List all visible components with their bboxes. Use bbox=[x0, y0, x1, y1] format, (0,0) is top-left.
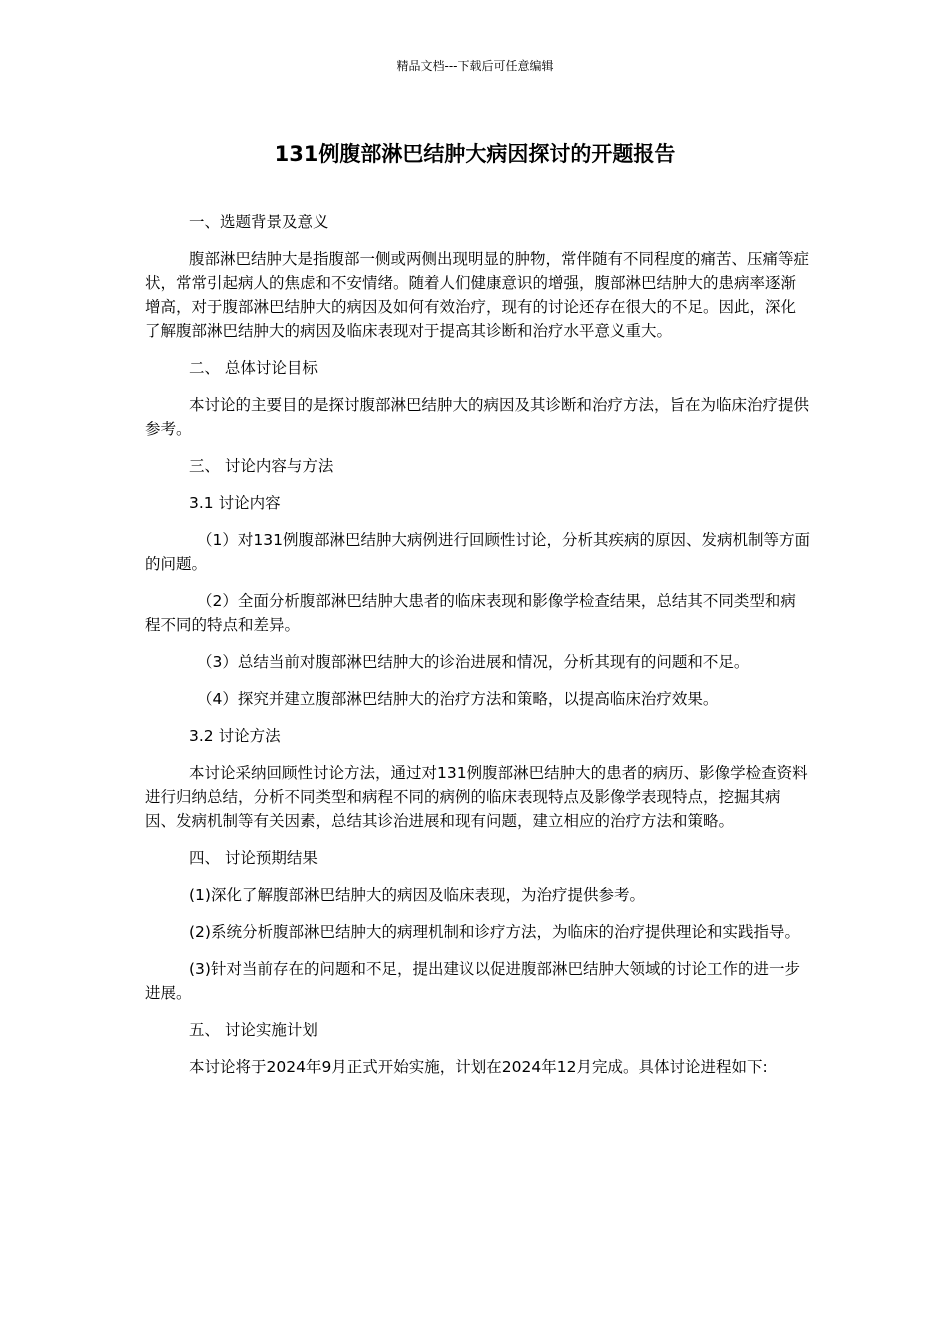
section-heading-expected-results: 四、 讨论预期结果 bbox=[189, 849, 318, 867]
page-header: 精品文档---下载后可任意编辑 bbox=[396, 59, 554, 73]
subsection-heading-content: 3.1 讨论内容 bbox=[189, 494, 281, 512]
content-item-3: （3）总结当前对腹部淋巴结肿大的诊治进展和情况，分析其现有的问题和不足。 bbox=[197, 653, 750, 671]
expected-result-3: (3)针对当前存在的问题和不足，提出建议以促进腹部淋巴结肿大领域的讨论工作的进一步进展。 bbox=[145, 960, 800, 1002]
expected-result-1: (1)深化了解腹部淋巴结肿大的病因及临床表现，为治疗提供参考。 bbox=[189, 886, 645, 904]
document-title: 131例腹部淋巴结肿大病因探讨的开题报告 bbox=[274, 142, 676, 166]
paragraph-method: 本讨论采纳回顾性讨论方法，通过对131例腹部淋巴结肿大的患者的病历、影像学检查资料进行归纳总结，分析不同类型和病程不同的病例的临床表现特点及影像学表现特点，挖掘其病因、发病机制等有关因素，总结其诊治进展和现有问题，建立相应的治疗方法和策略。 bbox=[145, 764, 808, 830]
paragraph-goal: 本讨论的主要目的是探讨腹部淋巴结肿大的病因及其诊断和治疗方法，旨在为临床治疗提供参考。 bbox=[145, 396, 810, 438]
paragraph-plan: 本讨论将于2024年9月正式开始实施，计划在2024年12月完成。具体讨论进程如下: bbox=[189, 1058, 768, 1076]
content-item-1: （1）对131例腹部淋巴结肿大病例进行回顾性讨论，分析其疾病的原因、发病机制等方面的问题。 bbox=[145, 531, 810, 573]
section-heading-background: 一、选题背景及意义 bbox=[189, 213, 329, 231]
section-heading-goal: 二、 总体讨论目标 bbox=[189, 359, 318, 377]
paragraph-background: 腹部淋巴结肿大是指腹部一侧或两侧出现明显的肿物，常伴随有不同程度的痛苦、压痛等症状，常常引起病人的焦虑和不安情绪。随着人们健康意识的增强，腹部淋巴结肿大的患病率逐渐增高，对于腹部淋巴结肿大的病因及如何有效治疗，现有的讨论还存在很大的不足。因此，深化了解腹部淋巴结肿大的病因及临床表现对于提高其诊断和治疗水平意义重大。 bbox=[145, 250, 810, 340]
content-item-4: （4）探究并建立腹部淋巴结肿大的治疗方法和策略，以提高临床治疗效果。 bbox=[197, 690, 719, 708]
content-item-2: （2）全面分析腹部淋巴结肿大患者的临床表现和影像学检查结果，总结其不同类型和病程不同的特点和差异。 bbox=[145, 592, 796, 634]
section-heading-content-method: 三、 讨论内容与方法 bbox=[189, 457, 334, 475]
expected-result-2: (2)系统分析腹部淋巴结肿大的病理机制和诊疗方法，为临床的治疗提供理论和实践指导。 bbox=[189, 923, 800, 941]
document-body bbox=[145, 210, 810, 1092]
section-heading-plan: 五、 讨论实施计划 bbox=[189, 1021, 318, 1039]
subsection-heading-method: 3.2 讨论方法 bbox=[189, 727, 281, 745]
